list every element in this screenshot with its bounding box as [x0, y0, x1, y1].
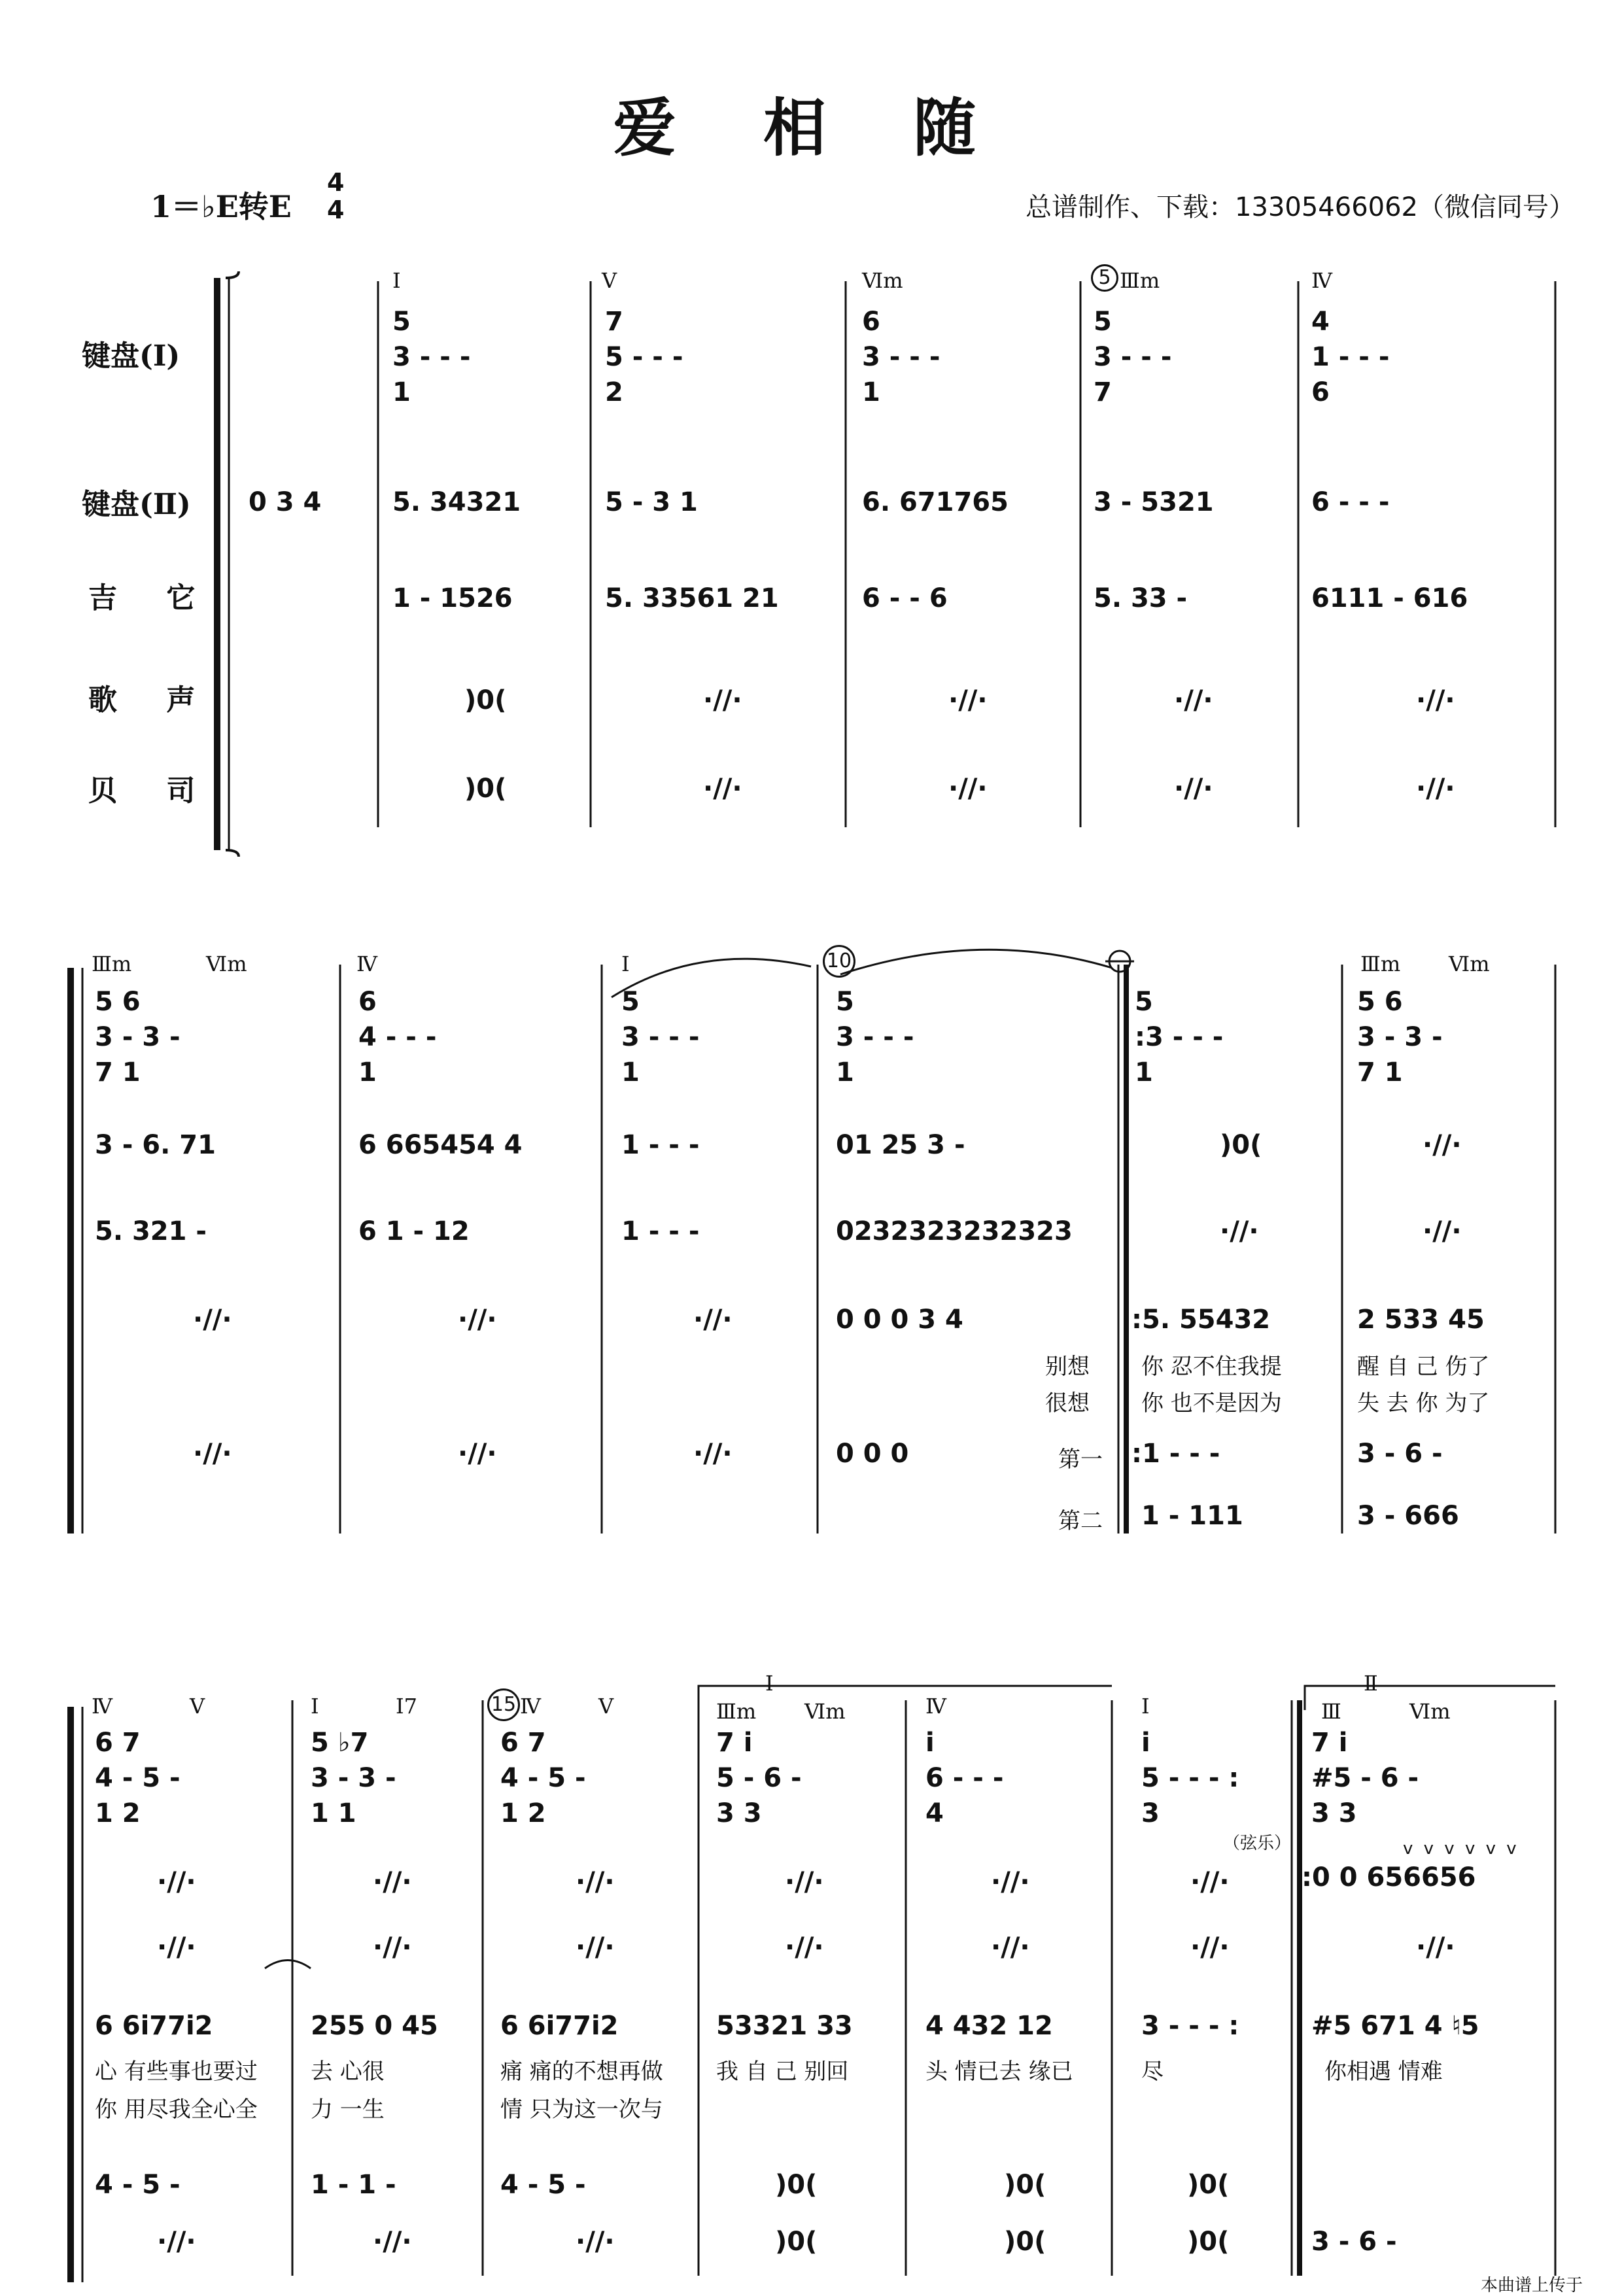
guitar-measure: 0232323232323 — [836, 1216, 1073, 1246]
repeat-measure-symbol: ·//· — [785, 1932, 824, 1962]
lyric-line-2: 力 一生 — [311, 2097, 385, 2123]
guitar-measure: 5. 33 - — [1094, 583, 1188, 613]
kb1-measure — [1311, 304, 1389, 410]
repeat-measure-symbol: ·//· — [1423, 1130, 1462, 1160]
multi-rest-symbol: )0( — [775, 2170, 818, 2200]
note-line: 2 — [605, 377, 623, 407]
chord-symbol: Ⅰ7 — [396, 1694, 417, 1719]
note-line: 7 1 — [1357, 1057, 1403, 1088]
chord-symbol: Ⅲm — [1360, 951, 1401, 976]
note-line: 7 1 — [95, 1057, 141, 1088]
guitar-measure: 6111 - 616 — [1311, 583, 1468, 613]
note-line: 5 — [836, 987, 854, 1017]
lyric-line-2: 你 用尽我全心全 — [95, 2097, 258, 2123]
page-title: 爱 相 随 — [613, 91, 1009, 165]
note-line: 4 - 5 - — [500, 1763, 586, 1793]
note-line: 3 - - - — [862, 342, 940, 372]
repeat-measure-symbol: ·//· — [991, 1932, 1030, 1962]
lyric-line-2: 很想 — [1045, 1390, 1090, 1416]
vocal-measure: 6 6i77i2 — [95, 2011, 213, 2041]
note-line: 3 - 3 - — [95, 1022, 181, 1052]
kb1-measure — [1141, 1725, 1239, 1831]
vocal-measure: 6 6i77i2 — [500, 2011, 619, 2041]
repeat-measure-symbol: ·//· — [703, 774, 742, 804]
footer-watermark: 本曲谱上传于 — [1480, 2276, 1583, 2295]
kb2-measure: 6 665454 4 — [358, 1130, 523, 1160]
note-line: 6 — [358, 987, 377, 1017]
bass-measure: 4 - 5 - — [95, 2170, 181, 2200]
guitar-measure: 1 - - - — [621, 1216, 700, 1246]
instrument-label-guitar: 吉 它 — [88, 581, 215, 615]
note-line: 4 - 5 - — [95, 1763, 181, 1793]
vocal-measure: 4 432 12 — [925, 2011, 1053, 2041]
kb2-measure: 5 - 3 1 — [605, 487, 698, 517]
chord-symbol: Ⅴ — [598, 1694, 614, 1719]
lyric-line-2: 失 去 你 为了 — [1357, 1390, 1490, 1416]
repeat-measure-symbol: ·//· — [693, 1305, 733, 1335]
chord-symbol: Ⅳ — [356, 951, 377, 976]
kb1-measure — [716, 1725, 802, 1831]
note-line: 5 — [1094, 307, 1112, 337]
repeat-measure-symbol: ·//· — [991, 1867, 1030, 1897]
guitar-measure: 1 - 1526 — [392, 583, 513, 613]
note-line: 1 2 — [500, 1798, 546, 1828]
repeat-measure-symbol: ·//· — [157, 1932, 196, 1962]
guitar-measure: 6 - - 6 — [862, 583, 948, 613]
lyric-line-1: 痛 痛的不想再做 — [500, 2059, 663, 2085]
chord-symbol: Ⅲm — [1120, 268, 1160, 293]
lyric-line-1: 你相遇 情难 — [1324, 2059, 1443, 2085]
guitar-measure: 6 1 - 12 — [358, 1216, 470, 1246]
instrument-label-keyboard-1: 键盘(Ⅰ) — [82, 339, 181, 373]
kb1-measure — [1311, 1725, 1419, 1831]
note-line: 1 2 — [95, 1798, 141, 1828]
chord-symbol: Ⅳ — [520, 1694, 541, 1719]
vocal-measure: 0 0 0 3 4 — [836, 1305, 963, 1335]
note-line: 5 — [1135, 987, 1153, 1017]
chord-symbol: Ⅴ — [602, 268, 617, 293]
kb1-measure — [392, 304, 470, 410]
repeat-measure-symbol: ·//· — [1416, 1932, 1455, 1962]
note-line: :3 - - - — [1135, 1022, 1224, 1052]
chord-symbol: Ⅰ — [311, 1694, 319, 1719]
note-line: 3 3 — [716, 1798, 762, 1828]
kb2-measure: 6. 671765 — [862, 487, 1009, 517]
note-line: 5 ♭7 — [311, 1728, 369, 1758]
ending-label-second: 第二 — [1058, 1508, 1103, 1534]
vocal-measure: 2 533 45 — [1357, 1305, 1485, 1335]
kb2-measure: 1 - - - — [621, 1130, 700, 1160]
lyric-line-1: 醒 自 己 伤了 — [1357, 1354, 1490, 1380]
kb2-measure: 3 - 5321 — [1094, 487, 1214, 517]
kb1-measure — [95, 984, 181, 1090]
repeat-measure-symbol: ·//· — [703, 685, 742, 715]
note-line: 1 — [392, 377, 411, 407]
vocal-measure: 255 0 45 — [311, 2011, 438, 2041]
guitar-measure: 5. 321 - — [95, 1216, 207, 1246]
repeat-measure-symbol: ·//· — [948, 685, 988, 715]
note-line: 5 — [392, 307, 411, 337]
note-line: i — [1141, 1728, 1150, 1758]
vocal-measure: #5 671 4 ♮5 — [1311, 2011, 1479, 2041]
chord-symbol: Ⅳ — [92, 1694, 112, 1719]
note-line: 6 7 — [95, 1728, 141, 1758]
note-line: 1 - - - — [1311, 342, 1390, 372]
repeat-measure-symbol: ·//· — [157, 1867, 196, 1897]
repeat-measure-symbol: ·//· — [373, 2227, 412, 2257]
volta-number-1: Ⅰ — [765, 1671, 774, 1696]
note-line: 1 — [621, 1057, 640, 1088]
note-line: 6 7 — [500, 1728, 546, 1758]
chord-symbol: Ⅲ — [1321, 1699, 1341, 1724]
repeat-measure-symbol: ·//· — [576, 1867, 615, 1897]
note-line: 6 - - - — [925, 1763, 1004, 1793]
lyric-line-1: 别想 — [1045, 1354, 1090, 1380]
lyric-line-1: 去 心很 — [311, 2059, 385, 2085]
note-line: 5 6 — [1357, 987, 1403, 1017]
note-line: 7 i — [1311, 1728, 1348, 1758]
note-line: 3 - - - — [621, 1022, 700, 1052]
vocal-measure: :5. 55432 — [1131, 1305, 1271, 1335]
ending-label-first: 第一 — [1058, 1447, 1103, 1473]
note-line: 5 6 — [95, 987, 141, 1017]
note-line: 4 — [1311, 307, 1330, 337]
lyric-line-1: 我 自 己 别回 — [716, 2059, 849, 2085]
bass-measure: 1 - 1 - — [311, 2170, 396, 2200]
lyric-line-2: 情 只为这一次与 — [500, 2097, 663, 2123]
chord-symbol: Ⅴ — [190, 1694, 205, 1719]
note-line: 7 i — [716, 1728, 753, 1758]
bass-measure: 3 - 6 - — [1357, 1439, 1443, 1469]
note-line: 3 - - - — [1094, 342, 1172, 372]
vocal-measure: 3 - - - : — [1141, 2011, 1239, 2041]
instrument-label-bass: 贝 司 — [88, 774, 215, 808]
rehearsal-mark: 10 — [823, 945, 855, 978]
bass-measure: 1 - 111 — [1141, 1501, 1243, 1531]
kb1-measure — [1357, 984, 1443, 1090]
chord-symbol: Ⅲm — [716, 1699, 757, 1724]
kb1-measure — [95, 1725, 181, 1831]
repeat-measure-symbol: ·//· — [785, 1867, 824, 1897]
note-line: 5 - - - : — [1141, 1763, 1239, 1793]
repeat-measure-symbol: ·//· — [1174, 685, 1213, 715]
repeat-measure-symbol: ·//· — [1190, 1932, 1230, 1962]
bass-measure: 4 - 5 - — [500, 2170, 586, 2200]
note-line: 1 — [1135, 1057, 1153, 1088]
chord-symbol: Ⅰ — [621, 951, 630, 976]
kb1-measure — [605, 304, 683, 410]
note-line: 3 — [1141, 1798, 1160, 1828]
note-line: 6 — [1311, 377, 1330, 407]
kb1-measure — [836, 984, 914, 1090]
chord-symbol: Ⅰ — [1141, 1694, 1150, 1719]
note-line: #5 - 6 - — [1311, 1763, 1419, 1793]
lyric-line-1: 心 有些事也要过 — [95, 2059, 258, 2085]
chord-symbol: Ⅲm — [92, 951, 132, 976]
repeat-measure-symbol: ·//· — [1416, 774, 1455, 804]
accent-marks: v v v v v v — [1403, 1839, 1519, 1859]
chord-symbol: Ⅰ — [392, 268, 401, 293]
vocal-measure: 53321 33 — [716, 2011, 853, 2041]
repeat-measure-symbol: ·//· — [693, 1439, 733, 1469]
kb2-pickup: 0 3 4 — [249, 487, 322, 517]
kb1-measure — [1094, 304, 1171, 410]
note-line: i — [925, 1728, 935, 1758]
note-line: 7 — [1094, 377, 1112, 407]
note-line: 3 - 3 - — [311, 1763, 396, 1793]
chord-symbol: Ⅳ — [925, 1694, 946, 1719]
repeat-measure-symbol: ·//· — [1190, 1867, 1230, 1897]
chord-symbol: Ⅵm — [804, 1699, 846, 1724]
note-line: 6 — [862, 307, 880, 337]
multi-rest-symbol: )0( — [1187, 2227, 1230, 2257]
note-line: 1 — [836, 1057, 854, 1088]
multi-rest-symbol: )0( — [1004, 2227, 1046, 2257]
chord-symbol: Ⅵm — [1409, 1699, 1451, 1724]
rehearsal-mark: 5 — [1091, 264, 1118, 292]
repeat-measure-symbol: ·//· — [948, 774, 988, 804]
note-line: 5 - 6 - — [716, 1763, 802, 1793]
kb1-measure — [621, 984, 699, 1090]
note-line: 5 - - - — [605, 342, 683, 372]
repeat-measure-symbol: ·//· — [373, 1932, 412, 1962]
lyric-line-2: 你 也不是因为 — [1141, 1390, 1282, 1416]
guitar-measure: 5. 33561 21 — [605, 583, 779, 613]
credit-line: 总谱制作、下载：13305466062（微信同号） — [1026, 192, 1575, 222]
kb1-measure — [925, 1725, 1003, 1831]
lyric-line-1: 头 情已去 缘已 — [925, 2059, 1073, 2085]
repeat-measure-symbol: ·//· — [1220, 1216, 1259, 1246]
volta-number-2: Ⅱ — [1364, 1671, 1378, 1696]
repeat-measure-symbol: ·//· — [1416, 685, 1455, 715]
multi-rest-symbol: )0( — [775, 2227, 818, 2257]
chord-symbol: Ⅵm — [862, 268, 903, 293]
kb1-measure — [1135, 984, 1223, 1090]
repeat-measure-symbol: ·//· — [1423, 1216, 1462, 1246]
note-line: 3 - 3 - — [1357, 1022, 1443, 1052]
multi-rest-symbol: )0( — [1220, 1130, 1262, 1160]
multi-rest-symbol: )0( — [464, 774, 507, 804]
note-line: 3 3 — [1311, 1798, 1357, 1828]
note-line: 7 — [605, 307, 623, 337]
repeat-measure-symbol: ·//· — [193, 1305, 232, 1335]
lyric-line-1: 你 忍不住我提 — [1141, 1354, 1282, 1380]
multi-rest-symbol: )0( — [1004, 2170, 1046, 2200]
note-line: 4 - - - — [358, 1022, 437, 1052]
bass-measure: 3 - 6 - — [1311, 2227, 1397, 2257]
repeat-measure-symbol: ·//· — [193, 1439, 232, 1469]
strings-annotation: （弦乐） — [1223, 1834, 1292, 1853]
note-line: 4 — [925, 1798, 944, 1828]
lyric-line-1: 尽 — [1141, 2059, 1164, 2085]
note-line: 1 — [862, 377, 880, 407]
instrument-label-keyboard-2: 键盘(Ⅱ) — [82, 488, 191, 521]
note-line: 5 — [621, 987, 640, 1017]
bass-measure: 0 0 0 — [836, 1439, 909, 1469]
bass-measure: 3 - 666 — [1357, 1501, 1459, 1531]
repeat-measure-symbol: ·//· — [576, 2227, 615, 2257]
repeat-measure-symbol: ·//· — [458, 1439, 497, 1469]
kb1-measure — [862, 304, 940, 410]
kb2-measure: :0 0 656656 — [1302, 1862, 1476, 1893]
time-sig-bottom: 4 — [327, 196, 345, 224]
note-line: 3 - - - — [392, 342, 471, 372]
repeat-measure-symbol: ·//· — [458, 1305, 497, 1335]
bass-measure: :1 - - - — [1131, 1439, 1220, 1469]
chord-symbol: Ⅳ — [1311, 268, 1332, 293]
repeat-measure-symbol: ·//· — [373, 1867, 412, 1897]
kb2-measure: 3 - 6. 71 — [95, 1130, 216, 1160]
repeat-measure-symbol: ·//· — [1174, 774, 1213, 804]
note-line: 3 - - - — [836, 1022, 914, 1052]
kb2-measure: 5. 34321 — [392, 487, 521, 517]
repeat-measure-symbol: ·//· — [576, 1932, 615, 1962]
kb1-measure — [311, 1725, 396, 1831]
kb1-measure — [500, 1725, 586, 1831]
kb2-measure: 6 - - - — [1311, 487, 1390, 517]
repeat-measure-symbol: ·//· — [157, 2227, 196, 2257]
chord-symbol: Ⅵm — [206, 951, 247, 976]
kb2-measure: 01 25 3 - — [836, 1130, 965, 1160]
key-signature: 1＝♭E转E — [150, 189, 292, 224]
multi-rest-symbol: )0( — [1187, 2170, 1230, 2200]
time-sig-top: 4 — [327, 168, 345, 197]
instrument-label-vocal: 歌 声 — [88, 683, 215, 717]
chord-symbol: Ⅵm — [1449, 951, 1490, 976]
multi-rest-symbol: )0( — [464, 685, 507, 715]
kb1-measure — [358, 984, 436, 1090]
note-line: 1 — [358, 1057, 377, 1088]
rehearsal-mark: 15 — [487, 1688, 520, 1721]
note-line: 1 1 — [311, 1798, 356, 1828]
